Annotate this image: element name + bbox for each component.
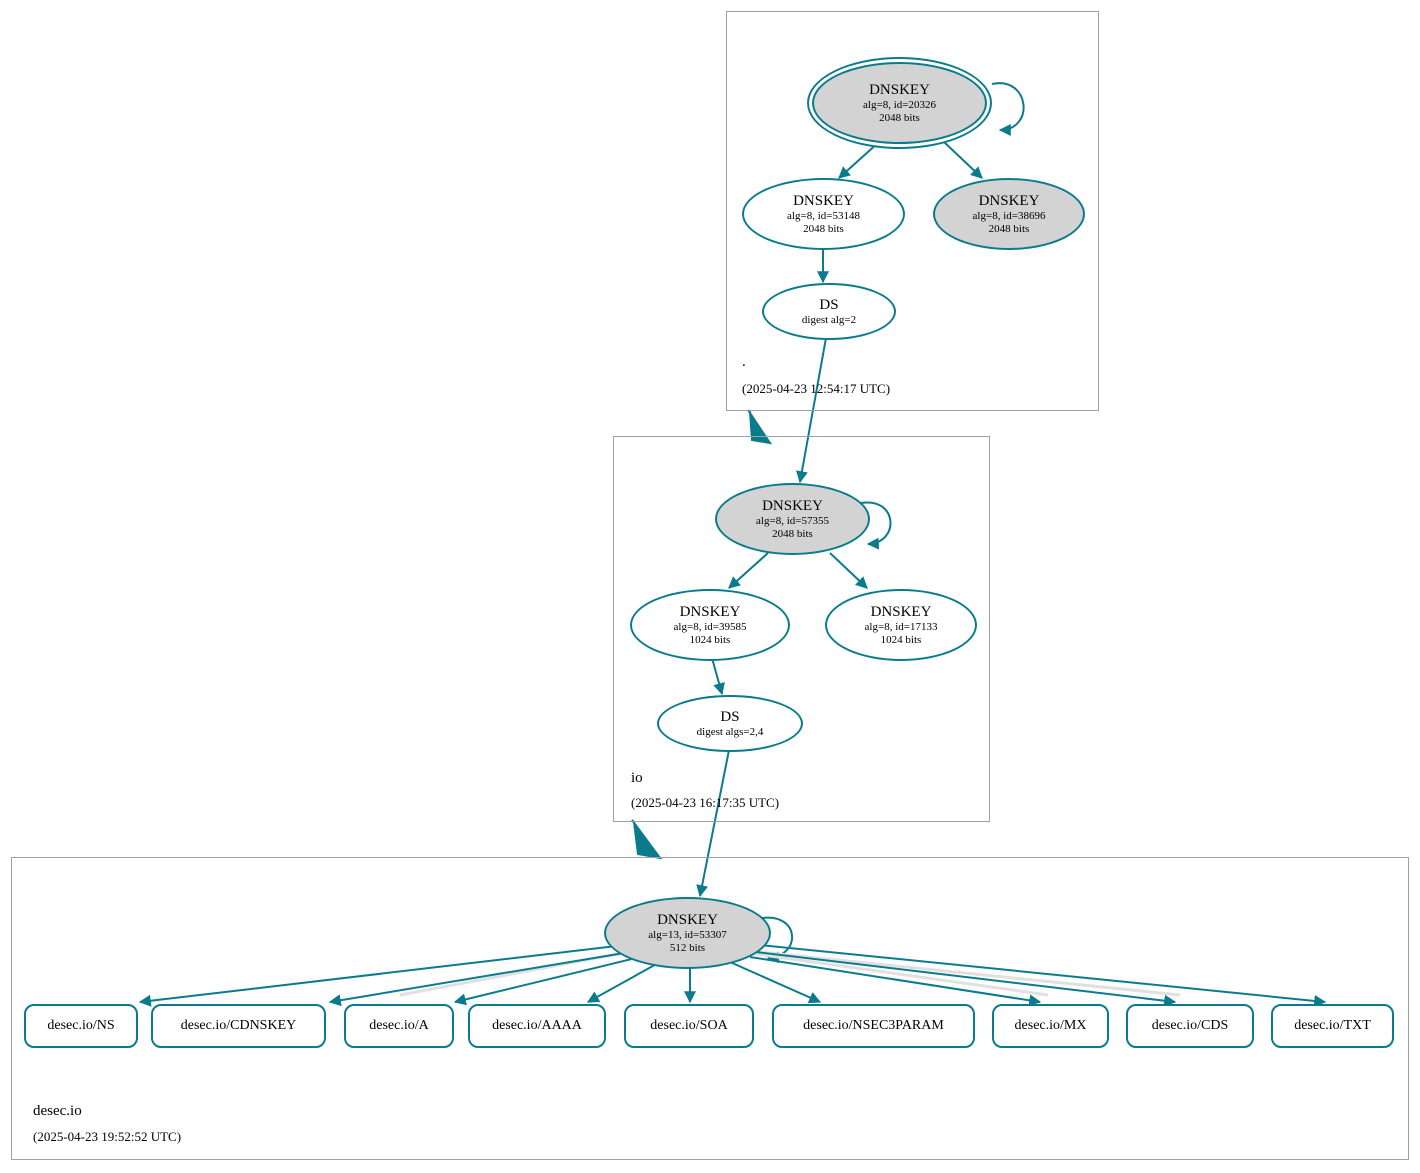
rrset-desec-ns-label: desec.io/NS — [47, 1018, 115, 1033]
node-desec-key-alg: alg=13, id=53307 — [648, 928, 727, 941]
node-io-zsk-type: DNSKEY — [679, 603, 741, 620]
rrset-desec-ns[interactable] — [24, 1004, 138, 1048]
rrset-desec-txt[interactable] — [1271, 1004, 1394, 1048]
node-io-ksk-alg: alg=8, id=57355 — [756, 514, 829, 527]
node-root-dnskey-53148[interactable] — [742, 178, 905, 250]
rrset-desec-a[interactable] — [344, 1004, 454, 1048]
edge-io-zone-to-desec-zone — [632, 820, 660, 858]
node-io-zsk2-type: DNSKEY — [870, 603, 932, 620]
node-io-dnskey-39585[interactable] — [630, 589, 790, 661]
rrset-desec-soa-label: desec.io/SOA — [650, 1018, 728, 1033]
node-root-ds[interactable] — [762, 283, 896, 340]
rrset-desec-mx[interactable] — [992, 1004, 1109, 1048]
node-root-ksk-size: 2048 bits — [879, 111, 920, 124]
zone-label-root-time: (2025-04-23 12:54:17 UTC) — [742, 381, 891, 396]
rrset-desec-cdnskey-label: desec.io/CDNSKEY — [180, 1018, 297, 1033]
rrset-desec-a-label: desec.io/A — [369, 1018, 429, 1033]
zone-label-io-time: (2025-04-23 16:17:35 UTC) — [631, 795, 780, 810]
zone-label-root-name: . — [742, 354, 746, 370]
node-root-zsk2-alg: alg=8, id=38696 — [972, 209, 1046, 222]
rrset-desec-nsec3param-label: desec.io/NSEC3PARAM — [803, 1018, 944, 1033]
node-root-ksk-alg: alg=8, id=20326 — [863, 98, 936, 111]
rrset-desec-nsec3param[interactable] — [772, 1004, 975, 1048]
node-root-zsk2-type: DNSKEY — [978, 192, 1040, 209]
node-root-zsk2-size: 2048 bits — [988, 222, 1030, 235]
rrset-desec-aaaa[interactable] — [468, 1004, 606, 1048]
node-io-ksk-size: 2048 bits — [772, 527, 813, 540]
node-root-ds-type: DS — [819, 296, 839, 313]
node-io-zsk2-alg: alg=8, id=17133 — [864, 620, 938, 633]
node-desec-dnskey-53307[interactable] — [604, 897, 771, 969]
rrset-desec-mx-label: desec.io/MX — [1014, 1018, 1087, 1033]
node-root-ksk-20326[interactable] — [812, 62, 987, 144]
zone-label-io-name: io — [631, 770, 643, 786]
node-io-ds[interactable] — [657, 695, 803, 752]
rrset-desec-cds-label: desec.io/CDS — [1151, 1018, 1229, 1033]
rrset-desec-soa[interactable] — [624, 1004, 754, 1048]
node-io-zsk-alg: alg=8, id=39585 — [673, 620, 747, 633]
node-desec-key-size: 512 bits — [669, 941, 706, 954]
rrset-desec-cds[interactable] — [1126, 1004, 1254, 1048]
rrset-desec-aaaa-label: desec.io/AAAA — [492, 1018, 582, 1033]
node-root-zsk-alg: alg=8, id=53148 — [787, 209, 860, 222]
node-root-dnskey-38696[interactable] — [933, 178, 1085, 250]
node-root-ds-digest: digest alg=2 — [801, 313, 857, 326]
node-io-dnskey-17133[interactable] — [825, 589, 977, 661]
rrset-desec-cdnskey[interactable] — [151, 1004, 326, 1048]
node-root-ksk-type: DNSKEY — [869, 81, 930, 98]
node-desec-key-type: DNSKEY — [657, 911, 718, 928]
rrset-desec-txt-label: desec.io/TXT — [1294, 1018, 1371, 1033]
node-root-zsk-type: DNSKEY — [793, 192, 854, 209]
node-root-zsk-size: 2048 bits — [803, 222, 844, 235]
zone-label-desec-time: (2025-04-23 19:52:52 UTC) — [33, 1129, 182, 1144]
node-io-zsk2-size: 1024 bits — [880, 633, 922, 646]
node-io-ds-digest: digest algs=2,4 — [696, 725, 764, 738]
zone-label-desec-name: desec.io — [33, 1103, 82, 1119]
node-io-ksk-type: DNSKEY — [762, 497, 823, 514]
node-io-zsk-size: 1024 bits — [689, 633, 731, 646]
node-io-ksk-57355[interactable] — [715, 483, 870, 555]
node-io-ds-type: DS — [720, 708, 740, 725]
